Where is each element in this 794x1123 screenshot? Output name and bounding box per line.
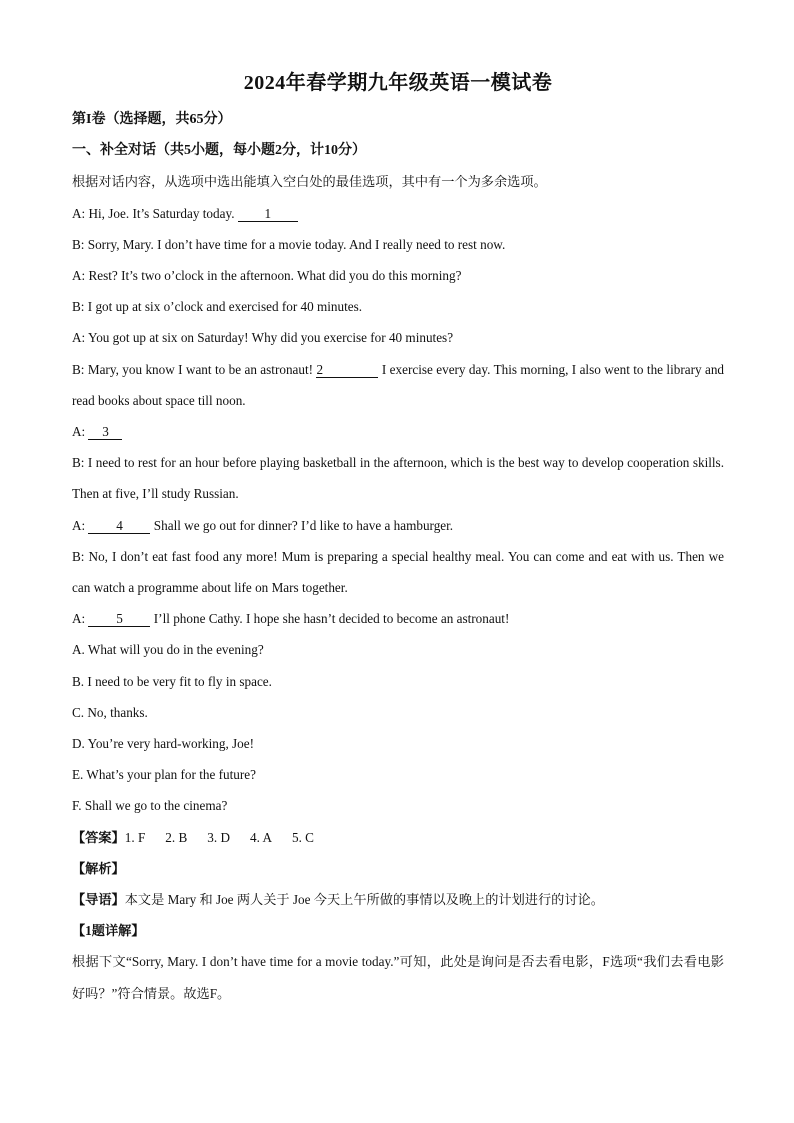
dialogue-text: I’ll phone Cathy. I hope she hasn’t decided to become an astronaut! <box>153 611 510 627</box>
answer-item: 4. A <box>249 829 272 845</box>
dialogue-text: A: Hi, Joe. It’s Saturday today. <box>72 205 235 221</box>
option-d: D. You’re very hard-working, Joe! <box>72 736 255 752</box>
dialogue-line-1 <box>72 198 724 229</box>
answer-item: 1. F <box>124 829 146 845</box>
part-heading: 第I卷（选择题，共65分） <box>72 112 232 127</box>
question-1-detail-label: 【1题详解】 <box>72 923 145 939</box>
guide-text: 本文是 Mary 和 Joe 两人关于 Joe 今天上午所做的事情以及晚上的计划进行的讨论。 <box>124 892 604 908</box>
question-1-detail-text: 根据下文“Sorry, Mary. I don’t have time for a movie today.”可知，此处是询问是否去看电影，F选项“我们去看电影好吗？”符合情景。故选F。 <box>72 954 724 1001</box>
dialogue-line-9 <box>72 510 724 541</box>
guide-label: 【导语】 <box>72 892 125 908</box>
option-a: A. What will you do in the evening? <box>72 642 264 658</box>
blank-4: 4 <box>88 519 150 534</box>
dialogue-line-10: B: No, I don’t eat fast food any more! Mum is preparing a special healthy meal. You can come and eat with us. Then we can watch a programme about life on Mars together. <box>72 548 724 596</box>
answer-item: 3. D <box>207 829 230 845</box>
option-f: F. Shall we go to the cinema? <box>72 798 228 814</box>
instruction: 根据对话内容，从选项中选出能填入空白处的最佳选项，其中有一个为多余选项。 <box>72 174 547 190</box>
page-title: 2024年春学期九年级英语一模试卷 <box>243 72 553 94</box>
dialogue-text: A: <box>72 424 86 440</box>
dialogue-line-8: B: I need to rest for an hour before playing basketball in the afternoon, which is the best way to develop cooperation skills. Then at five, I’ll study Russian. <box>72 455 724 502</box>
option-e: E. What’s your plan for the future? <box>72 767 256 783</box>
answer-item: 5. C <box>291 829 314 845</box>
blank-3: 3 <box>88 425 122 440</box>
section-heading: 一、补全对话（共5小题，每小题2分，计10分） <box>72 143 366 159</box>
dialogue-line-2: B: Sorry, Mary. I don’t have time for a movie today. And I really need to rest now. <box>72 236 506 252</box>
answer-item: 2. B <box>165 829 188 845</box>
dialogue-line-4: B: I got up at six o’clock and exercised for 40 minutes. <box>72 299 363 315</box>
dialogue-line-3: A: Rest? It’s two o’clock in the afternoon. What did you do this morning? <box>72 268 462 284</box>
dialogue-line-11 <box>72 603 724 634</box>
dialogue-line-6 <box>72 354 724 416</box>
option-b: B. I need to be very fit to fly in space. <box>72 673 272 689</box>
dialogue-text: B: Mary, you know I want to be an astronaut! <box>72 361 314 377</box>
dialogue-text: A: <box>72 517 86 533</box>
blank-5: 5 <box>88 612 150 627</box>
blank-2: 2 <box>316 363 378 378</box>
answer-label: 【答案】 <box>72 829 125 845</box>
dialogue-text: A: <box>72 611 86 627</box>
option-c: C. No, thanks. <box>72 704 148 720</box>
guide-line <box>72 884 724 915</box>
dialogue-line-5: A: You got up at six on Saturday! Why did you exercise for 40 minutes? <box>72 330 454 346</box>
dialogue-line-7 <box>72 416 724 447</box>
dialogue-text: I exercise every day. This morning, I also went to the library and read books about space till noon. <box>72 361 725 408</box>
blank-1: 1 <box>238 207 298 222</box>
dialogue-text: Shall we go out for dinner? I’d like to have a hamburger. <box>153 517 454 533</box>
answer-key <box>72 822 724 853</box>
analysis-label: 【解析】 <box>72 860 125 876</box>
document-page <box>72 70 724 1009</box>
